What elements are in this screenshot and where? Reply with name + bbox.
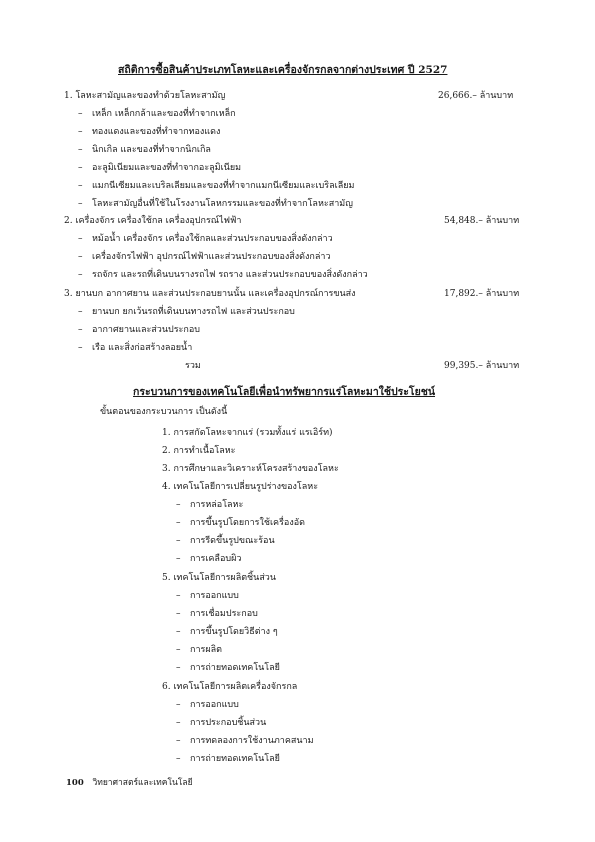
list-item: – การขึ้นรูปโดยวิธีต่าง ๆ <box>176 627 278 637</box>
list-item: – เหล็ก เหล็กกล้าและของที่ทำจากเหล็ก <box>78 109 236 119</box>
step-3: 3. การศึกษาและวิเคราะห์โครงสร้างของโลหะ <box>162 464 339 474</box>
list-item: – แมกนีเซียมและเบริลเลียมและของที่ทำจากแมกนีเซียมและเบริลเลียม <box>78 181 355 191</box>
step-4: 4. เทคโนโลยีการเปลี่ยนรูปร่างของโลหะ <box>162 482 319 492</box>
list-item: – การประกอบชิ้นส่วน <box>176 718 267 728</box>
section1-title: สถิติการซื้อสินค้าประเภทโลหะและเครื่องจักรกลจากต่างประเทศ ปี 2527 <box>118 64 448 76</box>
list-item: – หม้อน้ำ เครื่องจักร เครื่องใช้กลและส่วนประกอบของสิ่งดังกล่าว <box>78 234 333 244</box>
list-item: – การรีดขึ้นรูปขณะร้อน <box>176 536 275 546</box>
group-3-amount: 17,892.– ล้านบาท <box>444 289 520 299</box>
page-footer <box>66 775 193 789</box>
section2-intro: ขั้นตอนของกระบวนการ เป็นดังนี้ <box>100 407 228 417</box>
list-item: – การขึ้นรูปโดยการใช้เครื่องอัด <box>176 518 305 528</box>
list-item: – อะลูมิเนียมและของที่ทำจากอะลูมิเนียม <box>78 163 242 173</box>
group-1-label: 1. โลหะสามัญและของทำด้วยโลหะสามัญ <box>64 91 226 101</box>
journal-name: วิทยาศาสตร์และเทคโนโลยี <box>92 778 193 788</box>
list-item: – ทองแดงและของที่ทำจากทองแดง <box>78 127 221 137</box>
list-item: – ยานบก ยกเว้นรถที่เดินบนทางรถไฟ และส่วนประกอบ <box>78 307 295 317</box>
list-item: – นิกเกิล และของที่ทำจากนิกเกิล <box>78 145 211 155</box>
section2-title: กระบวนการของเทคโนโลยีเพื่อนำทรัพยากรแร่โลหะมาใช้ประโยชน์ <box>133 386 436 398</box>
list-item: – เรือ และสิ่งก่อสร้างลอยน้ำ <box>78 343 193 353</box>
group-2-label: 2. เครื่องจักร เครื่องใช้กล เครื่องอุปกรณ์ไฟฟ้า <box>64 216 242 226</box>
group-3-label: 3. ยานบก อากาศยาน และส่วนประกอบยานนั้น และเครื่องอุปกรณ์การขนส่ง <box>64 289 356 299</box>
list-item: – การหล่อโลหะ <box>176 500 244 510</box>
list-item: – การเชื่อมประกอบ <box>176 609 258 619</box>
list-item: – การถ่ายทอดเทคโนโลยี <box>176 754 280 764</box>
group-1-amount: 26,666.– ล้านบาท <box>438 91 514 101</box>
total-amount: 99,395.– ล้านบาท <box>444 361 520 371</box>
list-item: – การออกแบบ <box>176 700 239 710</box>
step-6: 6. เทคโนโลยีการผลิตเครื่องจักรกล <box>162 682 298 692</box>
total-label: รวม <box>185 361 201 371</box>
page-number: 100 <box>66 778 84 788</box>
list-item: – รถจักร และรถที่เดินบนรางรถไฟ รถราง และส่วนประกอบของสิ่งดังกล่าว <box>78 270 368 280</box>
group-2-amount: 54,848.– ล้านบาท <box>444 216 520 226</box>
list-item: – เครื่องจักรไฟฟ้า อุปกรณ์ไฟฟ้าและส่วนประกอบของสิ่งดังกล่าว <box>78 252 331 262</box>
step-1: 1. การสกัดโลหะจากแร่ (รวมทั้งแร่ แรเอิร์ท) <box>162 428 333 438</box>
list-item: – โลหะสามัญอื่นที่ใช้ในโรงงานโลหกรรมและของที่ทำจากโลหะสามัญ <box>78 199 353 209</box>
list-item: – การเคลือบผิว <box>176 554 242 564</box>
list-item: – การทดลองการใช้งานภาคสนาม <box>176 736 314 746</box>
list-item: – การออกแบบ <box>176 591 239 601</box>
step-2: 2. การทำเนื้อโลหะ <box>162 446 236 456</box>
list-item: – การถ่ายทอดเทคโนโลยี <box>176 663 280 673</box>
step-5: 5. เทคโนโลยีการผลิตชิ้นส่วน <box>162 573 277 583</box>
list-item: – อากาศยานและส่วนประกอบ <box>78 325 200 335</box>
list-item: – การผลิต <box>176 645 222 655</box>
